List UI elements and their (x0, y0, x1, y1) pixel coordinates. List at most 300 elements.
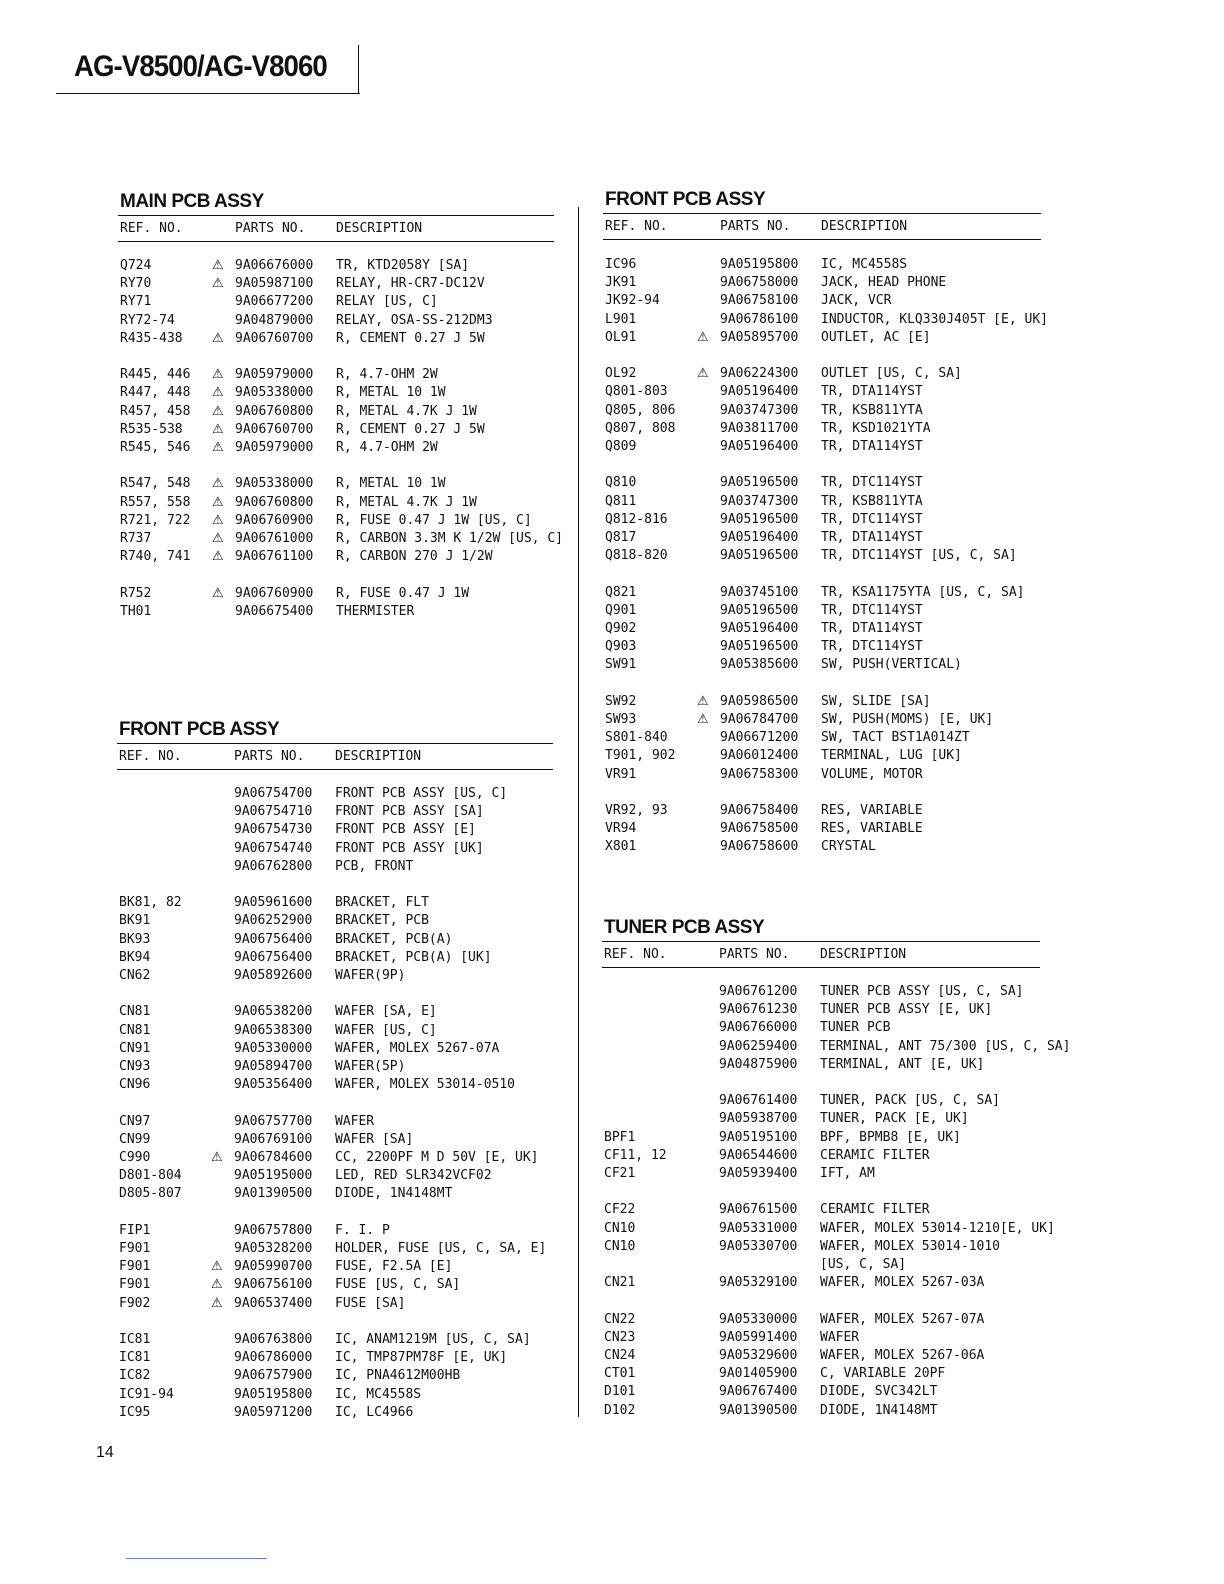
ref-no: IC81 (119, 1350, 151, 1366)
ref-no: CN24 (604, 1348, 636, 1363)
header-bottom-rule (603, 239, 1041, 240)
parts-no: 9A06766000 (719, 1020, 798, 1036)
ref-no: Q809 (605, 439, 637, 454)
description: R, CARBON 3.3M K 1/2W [US, C] (336, 531, 563, 546)
header-bottom-rule (602, 967, 1040, 968)
description: CC, 2200PF M D 50V [E, UK] (335, 1150, 539, 1165)
ref-no: CF22 (604, 1202, 636, 1218)
parts-no: 9A06784600 (234, 1150, 313, 1165)
parts-row (117, 1386, 553, 1404)
safety-warning-icon: ⚠ (212, 585, 224, 601)
parts-no: 9A06761100 (235, 549, 314, 565)
description: WAFER [SA] (335, 1131, 414, 1147)
column-header-ref: REF. NO. (604, 947, 667, 962)
description: TUNER, PACK [US, C, SA] (820, 1093, 1001, 1109)
column-header-part: PARTS NO. (235, 221, 306, 236)
ref-no: Q903 (605, 639, 637, 655)
column-header-ref: REF. NO. (120, 221, 183, 236)
ref-no: F902 (119, 1295, 151, 1311)
parts-row (603, 620, 1041, 638)
parts-row (117, 1076, 553, 1094)
parts-row (602, 1001, 1040, 1019)
parts-row (602, 1238, 1040, 1256)
description: TR, KSB811YTA (821, 402, 923, 418)
parts-no: 9A06758600 (720, 839, 799, 855)
ref-no: X801 (605, 839, 637, 855)
section-title: FRONT PCB ASSY (605, 189, 766, 210)
description: SW, TACT BST1A014ZT (821, 730, 970, 746)
description: WAFER (335, 1113, 375, 1129)
parts-row (602, 1038, 1071, 1056)
description: FUSE [SA] (335, 1295, 406, 1311)
description: IC, PNA4612M00HB (335, 1368, 461, 1384)
parts-no: 9A05195800 (234, 1386, 313, 1402)
ref-no: CN99 (119, 1131, 151, 1147)
parts-no: 9A06769100 (234, 1131, 313, 1147)
ref-no: CN22 (604, 1311, 636, 1327)
parts-no: 9A06762800 (234, 858, 313, 874)
description: CERAMIC FILTER (820, 1147, 930, 1163)
description: WAFER(5P) (335, 1059, 406, 1074)
description: SW, PUSH(VERTICAL) (821, 657, 962, 673)
ref-no: R547, 548 (120, 476, 191, 492)
parts-row (602, 1056, 1040, 1074)
parts-no: 9A06760800 (235, 403, 314, 419)
description: FRONT PCB ASSY [E] (335, 822, 476, 838)
ref-no: R557, 558 (120, 494, 191, 510)
parts-row (117, 1185, 553, 1203)
parts-no: 9A03811700 (720, 420, 799, 436)
ref-no: R752 (120, 585, 152, 601)
description: CRYSTAL (821, 839, 876, 855)
parts-row (603, 656, 1041, 674)
parts-row (602, 1019, 1040, 1037)
parts-row (118, 585, 554, 603)
description: TUNER PCB ASSY [US, C, SA] (820, 984, 1024, 999)
ref-no: L901 (605, 311, 637, 327)
ref-no: Q805, 806 (605, 402, 676, 418)
parts-no: 9A06767400 (719, 1384, 798, 1400)
description: DIODE, 1N4148MT (820, 1402, 938, 1418)
description: IC, MC4558S (821, 257, 908, 272)
parts-row (603, 638, 1041, 656)
description: R, CEMENT 0.27 J 5W (336, 330, 485, 346)
ref-no: CN81 (119, 1004, 151, 1020)
parts-row (117, 967, 553, 985)
description: BRACKET, PCB (335, 913, 429, 929)
ref-no: R435-438 (120, 330, 183, 346)
safety-warning-icon: ⚠ (212, 258, 224, 273)
parts-no: 9A06760700 (235, 421, 314, 437)
ref-no: BK91 (119, 913, 151, 929)
description: WAFER, MOLEX 5267-06A (820, 1348, 985, 1363)
parts-no: 9A05892600 (234, 968, 313, 983)
description: WAFER (820, 1329, 860, 1345)
ref-no: R457, 458 (120, 403, 191, 419)
parts-no: 9A06671200 (720, 730, 799, 746)
description: R, 4.7-OHM 2W (336, 440, 438, 455)
parts-no: 9A06761000 (235, 531, 314, 546)
header-top-rule (117, 743, 553, 744)
parts-row (602, 1201, 1040, 1219)
ref-no: R447, 448 (120, 385, 191, 401)
parts-no: 9A06544600 (719, 1147, 798, 1163)
description: WAFER, MOLEX 53014-1210[E, UK] (820, 1220, 1055, 1236)
ref-no: Q810 (605, 475, 637, 491)
ref-no: F901 (119, 1277, 151, 1293)
description: HOLDER, FUSE [US, C, SA, E] (335, 1241, 547, 1256)
ref-no: TH01 (120, 603, 152, 619)
parts-row (602, 1365, 1040, 1383)
parts-row (602, 1329, 1040, 1347)
parts-no: 9A05971200 (234, 1404, 313, 1420)
description: R, CARBON 270 J 1/2W (336, 549, 493, 565)
column-header-part: PARTS NO. (234, 749, 305, 764)
description: TR, KTD2058Y [SA] (336, 258, 470, 273)
parts-no: 9A06756400 (234, 949, 313, 965)
safety-warning-icon: ⚠ (697, 329, 709, 345)
parts-no: 9A05990700 (234, 1259, 313, 1275)
parts-no: 9A06763800 (234, 1332, 313, 1347)
ref-no: VR92, 93 (605, 803, 668, 818)
parts-row (117, 803, 553, 821)
parts-row (603, 256, 1041, 274)
parts-no: 9A01390500 (719, 1402, 798, 1418)
description: IFT, AM (820, 1166, 875, 1181)
description: WAFER [US, C] (335, 1022, 437, 1038)
parts-row (603, 383, 1041, 401)
document-title: AG-V8500/AG-V8060 (74, 50, 327, 83)
ref-no: R721, 722 (120, 512, 191, 528)
parts-no: 9A06760900 (235, 585, 314, 601)
parts-no: 9A06754700 (234, 786, 313, 801)
parts-row (602, 1347, 1040, 1365)
parts-no: 9A06758500 (720, 821, 799, 837)
parts-row (603, 820, 1041, 838)
column-header-ref: REF. NO. (119, 749, 182, 764)
description: R, 4.7-OHM 2W (336, 367, 438, 383)
parts-row (118, 548, 554, 566)
safety-warning-icon: ⚠ (212, 330, 224, 346)
parts-row (118, 312, 554, 330)
parts-row (603, 438, 1041, 456)
title-vertical-rule (358, 45, 359, 94)
parts-row (117, 1276, 553, 1294)
parts-row (118, 330, 554, 348)
parts-row (603, 365, 1041, 383)
description: TR, DTC114YST (821, 511, 923, 527)
ref-no: VR94 (605, 821, 637, 837)
parts-no: 9A06756400 (234, 931, 313, 947)
ref-no: Q811 (605, 493, 637, 509)
parts-no: 9A05331000 (719, 1220, 798, 1236)
parts-row (118, 384, 554, 402)
parts-row (603, 766, 1041, 784)
parts-no: 9A05196500 (720, 511, 799, 527)
description: FUSE [US, C, SA] (335, 1277, 461, 1293)
parts-no: 9A06677200 (235, 294, 314, 310)
description: SW, SLIDE [SA] (821, 693, 931, 709)
parts-row (603, 511, 1041, 529)
description: TR, DTC114YST (821, 639, 923, 655)
section-title: MAIN PCB ASSY (120, 191, 264, 212)
ref-no: Q818-820 (605, 548, 668, 564)
ref-no: Q902 (605, 621, 637, 636)
parts-row (117, 1331, 553, 1349)
parts-row (117, 1149, 553, 1167)
description: TR, KSD1021YTA (821, 420, 931, 436)
description: RES, VARIABLE (821, 821, 923, 837)
description: IC, TMP87PM78F [E, UK] (335, 1350, 508, 1366)
parts-row (117, 1295, 553, 1313)
safety-warning-icon: ⚠ (212, 367, 224, 383)
parts-no: 9A06538200 (234, 1004, 313, 1020)
parts-row (602, 1092, 1040, 1110)
parts-no: 9A05329100 (719, 1275, 798, 1291)
safety-warning-icon: ⚠ (212, 440, 224, 455)
parts-row (118, 530, 563, 548)
ref-no: BPF1 (604, 1129, 636, 1145)
ref-no: Q724 (120, 258, 152, 273)
header-bottom-rule (118, 241, 554, 242)
parts-no: 9A06224300 (720, 366, 799, 382)
parts-row (117, 1003, 553, 1021)
ref-no: D101 (604, 1384, 636, 1400)
parts-no: 9A06786100 (720, 311, 799, 327)
ref-no: BK81, 82 (119, 895, 182, 911)
description: FUSE, F2.5A [E] (335, 1259, 453, 1275)
parts-no: 9A05895700 (720, 329, 799, 345)
description: WAFER(9P) (335, 968, 406, 983)
ref-no: IC95 (119, 1404, 151, 1420)
parts-row (602, 1256, 1040, 1274)
description: DIODE, SVC342LT (820, 1384, 938, 1400)
ref-no: T901, 902 (605, 748, 676, 764)
safety-warning-icon: ⚠ (212, 531, 224, 546)
ref-no: CN62 (119, 968, 151, 983)
ref-no: D102 (604, 1402, 636, 1418)
parts-no: 9A05385600 (720, 657, 799, 673)
parts-no: 9A05338000 (235, 385, 314, 401)
parts-row (118, 603, 554, 621)
parts-no: 9A06757700 (234, 1113, 313, 1129)
description: R, METAL 10 1W (336, 476, 446, 492)
description: BRACKET, PCB(A) [UK] (335, 949, 492, 965)
parts-row (118, 257, 554, 275)
parts-no: 9A06758400 (720, 803, 799, 818)
header-top-rule (603, 213, 1041, 214)
parts-no: 9A06758300 (720, 766, 799, 782)
parts-row (603, 402, 1041, 420)
column-header-part: PARTS NO. (720, 219, 791, 234)
column-header-desc: DESCRIPTION (821, 219, 908, 234)
section-title: FRONT PCB ASSY (119, 719, 280, 740)
ref-no: CN93 (119, 1059, 151, 1074)
parts-row (603, 584, 1041, 602)
parts-no: 9A05196400 (720, 384, 799, 400)
parts-row (603, 420, 1041, 438)
ref-no: RY71 (120, 294, 152, 310)
parts-row (602, 1402, 1040, 1420)
description: FRONT PCB ASSY [UK] (335, 840, 484, 856)
parts-row (603, 329, 1041, 347)
description: PCB, FRONT (335, 858, 414, 874)
ref-no: CN10 (604, 1238, 636, 1254)
parts-row (117, 1367, 553, 1385)
parts-row (603, 838, 1041, 856)
ref-no: IC91-94 (119, 1386, 174, 1402)
parts-no: 9A06786000 (234, 1350, 313, 1366)
parts-row (603, 311, 1048, 329)
parts-no: 9A05196500 (720, 548, 799, 564)
description: CERAMIC FILTER (820, 1202, 930, 1218)
ref-no: OL91 (605, 329, 637, 345)
parts-no: 9A05979000 (235, 440, 314, 455)
description: [US, C, SA] (820, 1257, 907, 1272)
parts-no: 9A05328200 (234, 1241, 313, 1256)
parts-no: 9A06754710 (234, 804, 313, 820)
ref-no: R535-538 (120, 421, 183, 437)
description: R, FUSE 0.47 J 1W (336, 585, 470, 601)
description: BRACKET, PCB(A) (335, 931, 453, 947)
ref-no: CF21 (604, 1166, 636, 1181)
parts-no: 9A04879000 (235, 312, 314, 328)
description: BRACKET, FLT (335, 895, 429, 911)
parts-no: 9A05196500 (720, 475, 799, 491)
ref-no: CN81 (119, 1022, 151, 1038)
column-header-desc: DESCRIPTION (336, 221, 423, 236)
ref-no: Q821 (605, 584, 637, 600)
ref-no: SW92 (605, 693, 637, 709)
parts-no: 9A06758000 (720, 275, 799, 291)
ref-no: IC96 (605, 257, 637, 272)
parts-row (602, 1220, 1055, 1238)
ref-no: JK92-94 (605, 293, 660, 309)
parts-row (603, 693, 1041, 711)
description: IC, LC4966 (335, 1404, 414, 1420)
parts-row (117, 1240, 553, 1258)
page-number: 14 (96, 1444, 114, 1461)
safety-warning-icon: ⚠ (211, 1277, 223, 1293)
description: RELAY [US, C] (336, 294, 438, 310)
ref-no: FIP1 (119, 1222, 151, 1238)
parts-no: 9A03745100 (720, 584, 799, 600)
ref-no: IC82 (119, 1368, 151, 1384)
parts-no: 9A06761230 (719, 1002, 798, 1018)
parts-no: 9A05196400 (720, 621, 799, 636)
parts-row (117, 949, 553, 967)
parts-row (117, 912, 553, 930)
safety-warning-icon: ⚠ (212, 512, 224, 528)
parts-no: 9A05939400 (719, 1166, 798, 1181)
ref-no: R545, 546 (120, 440, 191, 455)
description: TR, DTC114YST [US, C, SA] (821, 548, 1017, 564)
ref-no: JK91 (605, 275, 637, 291)
parts-no: 9A05961600 (234, 895, 313, 911)
description: TERMINAL, ANT [E, UK] (820, 1056, 985, 1072)
ref-no: Q807, 808 (605, 420, 676, 436)
header-top-rule (602, 941, 1040, 942)
parts-no: 9A01405900 (719, 1366, 798, 1382)
ref-no: CN96 (119, 1077, 151, 1093)
header-top-rule (118, 215, 554, 216)
parts-row (602, 1165, 1040, 1183)
ref-no: CN91 (119, 1040, 151, 1056)
parts-no: 9A05986500 (720, 693, 799, 709)
parts-row (117, 1131, 553, 1149)
ref-no: VR91 (605, 766, 637, 782)
parts-no: 9A06761500 (719, 1202, 798, 1218)
parts-row (603, 547, 1041, 565)
parts-no: 9A05196500 (720, 602, 799, 618)
ref-no: C990 (119, 1150, 151, 1165)
parts-no: 9A05979000 (235, 367, 314, 383)
parts-row (117, 821, 553, 839)
parts-row (603, 274, 1041, 292)
description: RELAY, OSA-SS-212DM3 (336, 312, 493, 328)
parts-no: 9A05356400 (234, 1077, 313, 1093)
description: WAFER, MOLEX 5267-03A (820, 1275, 985, 1291)
ref-no: CT01 (604, 1366, 636, 1382)
ref-no: CN97 (119, 1113, 151, 1129)
description: INDUCTOR, KLQ330J405T [E, UK] (821, 311, 1048, 327)
description: WAFER, MOLEX 53014-0510 (335, 1077, 516, 1093)
safety-warning-icon: ⚠ (697, 693, 709, 709)
parts-no: 9A06252900 (234, 913, 313, 929)
parts-no: 9A06259400 (719, 1038, 798, 1054)
parts-row (117, 1404, 553, 1422)
parts-row (602, 1274, 1040, 1292)
description: TR, DTA114YST (821, 621, 923, 636)
parts-row (603, 747, 1041, 765)
parts-row (117, 1258, 553, 1276)
description: F. I. P (335, 1222, 390, 1238)
description: WAFER, MOLEX 5267-07A (335, 1040, 500, 1056)
parts-no: 9A05987100 (235, 276, 314, 292)
description: FRONT PCB ASSY [US, C] (335, 786, 508, 801)
parts-row (602, 1383, 1040, 1401)
description: TR, KSB811YTA (821, 493, 923, 509)
parts-row (603, 802, 1041, 820)
parts-row (602, 1311, 1040, 1329)
parts-no: 9A06760800 (235, 494, 314, 510)
parts-no: 9A05196400 (720, 530, 799, 545)
parts-row (118, 475, 554, 493)
ref-no: CF11, 12 (604, 1147, 667, 1163)
parts-row (117, 1167, 553, 1185)
description: TR, DTC114YST (821, 475, 923, 491)
parts-no: 9A06676000 (235, 258, 314, 273)
parts-row (603, 729, 1041, 747)
column-divider (578, 207, 579, 1417)
parts-row (117, 1058, 553, 1076)
description: TR, DTC114YST (821, 602, 923, 618)
ref-no: RY72-74 (120, 312, 175, 328)
description: SW, PUSH(MOMS) [E, UK] (821, 712, 994, 727)
parts-no: 9A06761200 (719, 984, 798, 999)
parts-row (117, 785, 553, 803)
parts-no: 9A03747300 (720, 402, 799, 418)
parts-no: 9A06675400 (235, 603, 314, 619)
parts-row (117, 1113, 553, 1131)
parts-row (118, 293, 554, 311)
ref-no: IC81 (119, 1332, 151, 1347)
parts-no: 9A05991400 (719, 1329, 798, 1345)
header-bottom-rule (117, 769, 553, 770)
parts-row (117, 1222, 553, 1240)
safety-warning-icon: ⚠ (697, 712, 709, 727)
parts-row (117, 858, 553, 876)
